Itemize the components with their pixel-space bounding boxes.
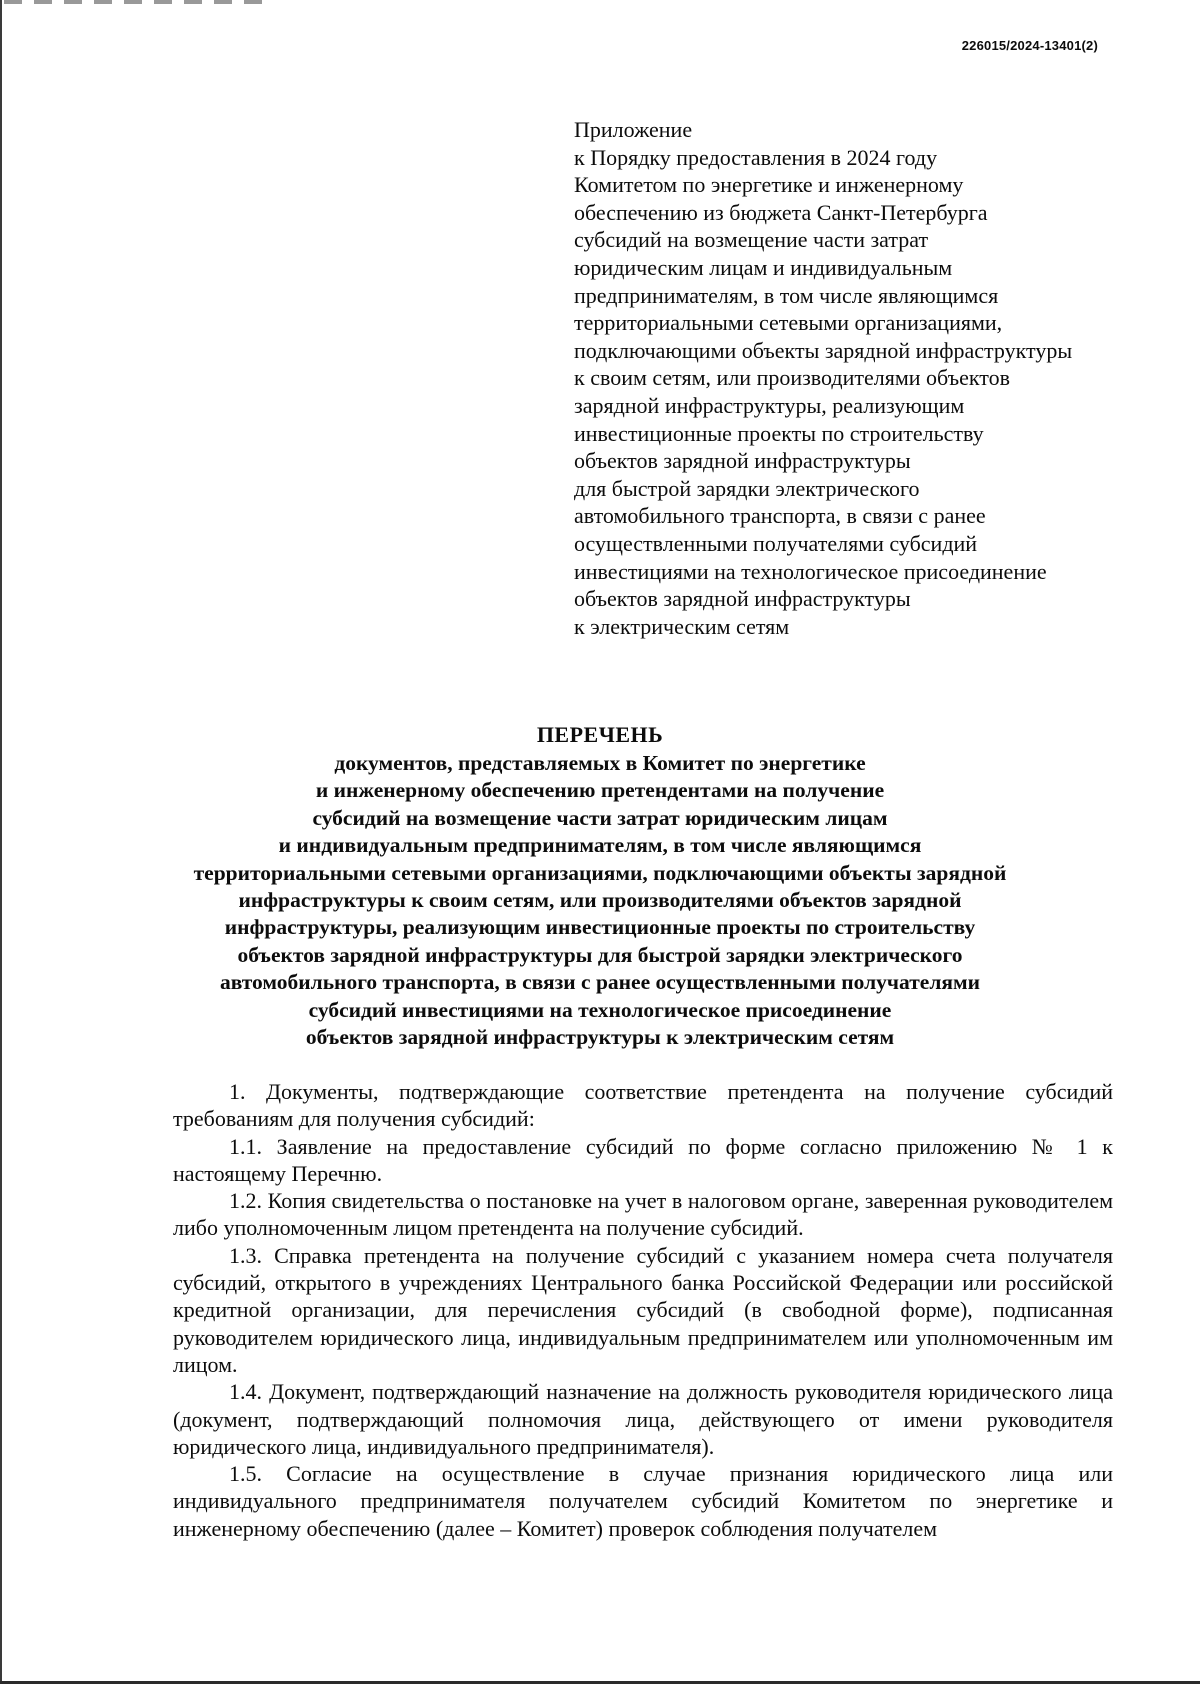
scan-mark-top xyxy=(4,0,264,4)
paragraph: 1.4. Документ, подтверждающий назначение на должность руководителя юридического лица (документ, подтверждающий полномочия лица, действующего от имени руководителя юридического лица, индивидуального предпринимателя). xyxy=(173,1379,1113,1459)
heading-title: ПЕРЕЧЕНЬ xyxy=(536,722,664,747)
document-number: 226015/2024-13401(2) xyxy=(961,38,1098,53)
paragraph: 1. Документы, подтверждающие соответствие претендента на получение субсидий требованиям для получения субсидий: xyxy=(173,1079,1113,1132)
paragraph: 1.3. Справка претендента на получение субсидий с указанием номера счета получателя субсидий, открытого в учреждениях Центрального банка Российской Федерации или российской кредитной организации, для перечисления субсидий (в свободной форме), подписанная руководителем юридического лица, индивидуальным предпринимателем или уполномоченным им лицом. xyxy=(173,1242,1113,1377)
document-body xyxy=(173,1078,1113,1542)
document-heading xyxy=(130,720,1070,1051)
paragraph: 1.1. Заявление на предоставление субсидий по форме согласно приложению № 1 к настоящему Перечню. xyxy=(173,1133,1113,1186)
heading-subtitle: документов, представляемых в Комитет по энергетике и инженерному обеспечению претендентами на получение субсидий на возмещение части затрат юридическим лицам и индивидуальным предпринимателям, в том числе являющимся территориальными сетевыми организациями, подключающими объекты зарядной инфраструктуры к своим сетям, или производителями объектов зарядной инфраструктуры, реализующим инвестиционные проекты по строительству объектов зарядной инфраструктуры для быстрой зарядки электрического автомобильного транспорта, в связи с ранее осуществленными получателями субсидий инвестициями на технологическое присоединение объектов зарядной инфраструктуры к электрическим сетям xyxy=(193,751,1007,1050)
scan-edge-left xyxy=(0,0,2,1684)
paragraph: 1.5. Согласие на осуществление в случае признания юридического лица или индивидуального предпринимателя получателем субсидий Комитетом по энергетике и инженерному обеспечению (далее – Комитет) проверок соблюдения получателем xyxy=(173,1461,1113,1541)
appendix-note: Приложение к Порядку предоставления в 2024 году Комитетом по энергетике и инженерному обеспечению из бюджета Санкт-Петербурга субсидий на возмещение части затрат юридическим лицам и индивидуальным предпринимателям, в том числе являющимся территориальными сетевыми организациями, подключающими объекты зарядной инфраструктуры к своим сетям, или производителями объектов зарядной инфраструктуры, реализующим инвестиционные проекты по строительству объектов зарядной инфраструктуры для быстрой зарядки электрического автомобильного транспорта, в связи с ранее осуществленными получателями субсидий инвестициями на технологическое присоединение объектов зарядной инфраструктуры к электрическим сетям xyxy=(574,117,1073,639)
paragraph: 1.2. Копия свидетельства о постановке на учет в налоговом органе, заверенная руководителем либо уполномоченным лицом претендента на получение субсидий. xyxy=(173,1188,1113,1241)
